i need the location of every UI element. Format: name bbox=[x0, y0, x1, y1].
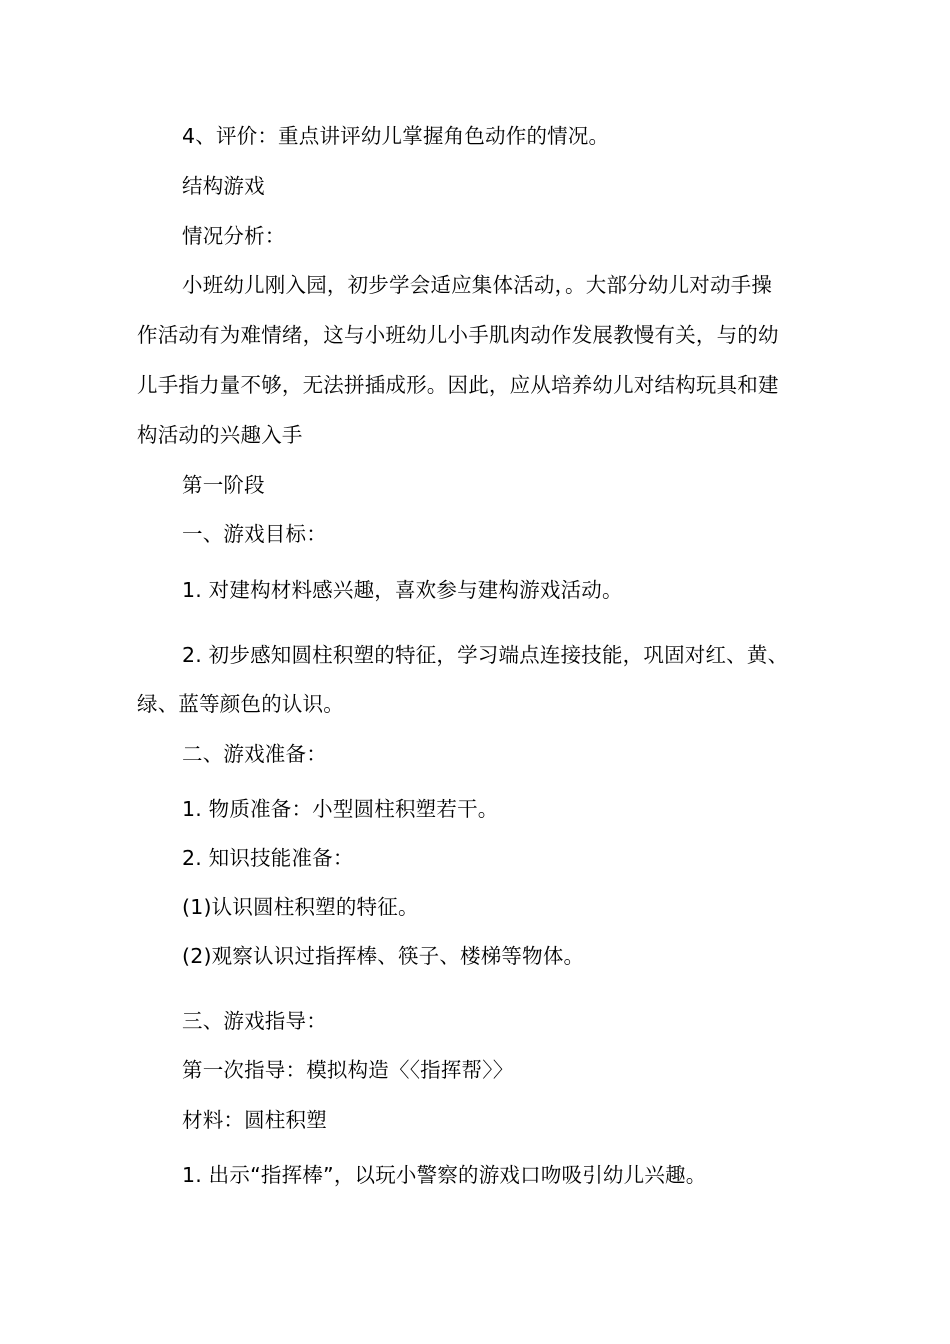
guidance-step-1: 1. 出示“指挥棒”，以玩小警察的游戏口吻吸引幼儿兴趣。 bbox=[182, 1163, 707, 1187]
evaluation-line: 4、评价：重点讲评幼儿掌握角色动作的情况。 bbox=[182, 124, 610, 148]
preparation-item-1: 1. 物质准备：小型圆柱积塑若干。 bbox=[182, 797, 499, 821]
first-guidance-line: 第一次指导：模拟构造〈〈指挥帮〉〉 bbox=[182, 1058, 514, 1082]
goal-item-2-line-1: 2. 初步感知圆柱积塑的特征，学习端点连接技能，巩固对红、黄、 bbox=[182, 643, 789, 667]
preparation-subitem-2: (2)观察认识过指挥棒、筷子、楼梯等物体。 bbox=[182, 944, 585, 968]
stage-one-heading: 第一阶段 bbox=[182, 473, 265, 497]
analysis-paragraph-line-2: 作活动有为难情绪，这与小班幼儿小手肌肉动作发展教慢有关，与的幼 bbox=[137, 323, 779, 347]
game-goals-heading: 一、游戏目标： bbox=[182, 522, 327, 546]
goal-item-2-line-2: 绿、蓝等颜色的认识。 bbox=[137, 692, 344, 716]
section-title-structure-game: 结构游戏 bbox=[182, 174, 265, 198]
game-guidance-heading: 三、游戏指导： bbox=[182, 1009, 327, 1033]
analysis-paragraph-line-3: 儿手指力量不够，无法拼插成形。因此，应从培养幼儿对结构玩具和建 bbox=[137, 373, 779, 397]
goal-item-1: 1. 对建构材料感兴趣，喜欢参与建构游戏活动。 bbox=[182, 578, 623, 602]
situation-analysis-heading: 情况分析： bbox=[182, 224, 286, 248]
analysis-paragraph-line-1: 小班幼儿刚入园，初步学会适应集体活动，。大部分幼儿对动手操 bbox=[182, 273, 773, 297]
preparation-subitem-1: (1)认识圆柱积塑的特征。 bbox=[182, 895, 419, 919]
analysis-paragraph-line-4: 构活动的兴趣入手 bbox=[137, 423, 303, 447]
game-preparation-heading: 二、游戏准备： bbox=[182, 742, 327, 766]
materials-line: 材料：圆柱积塑 bbox=[182, 1108, 327, 1132]
preparation-item-2: 2. 知识技能准备： bbox=[182, 846, 354, 870]
